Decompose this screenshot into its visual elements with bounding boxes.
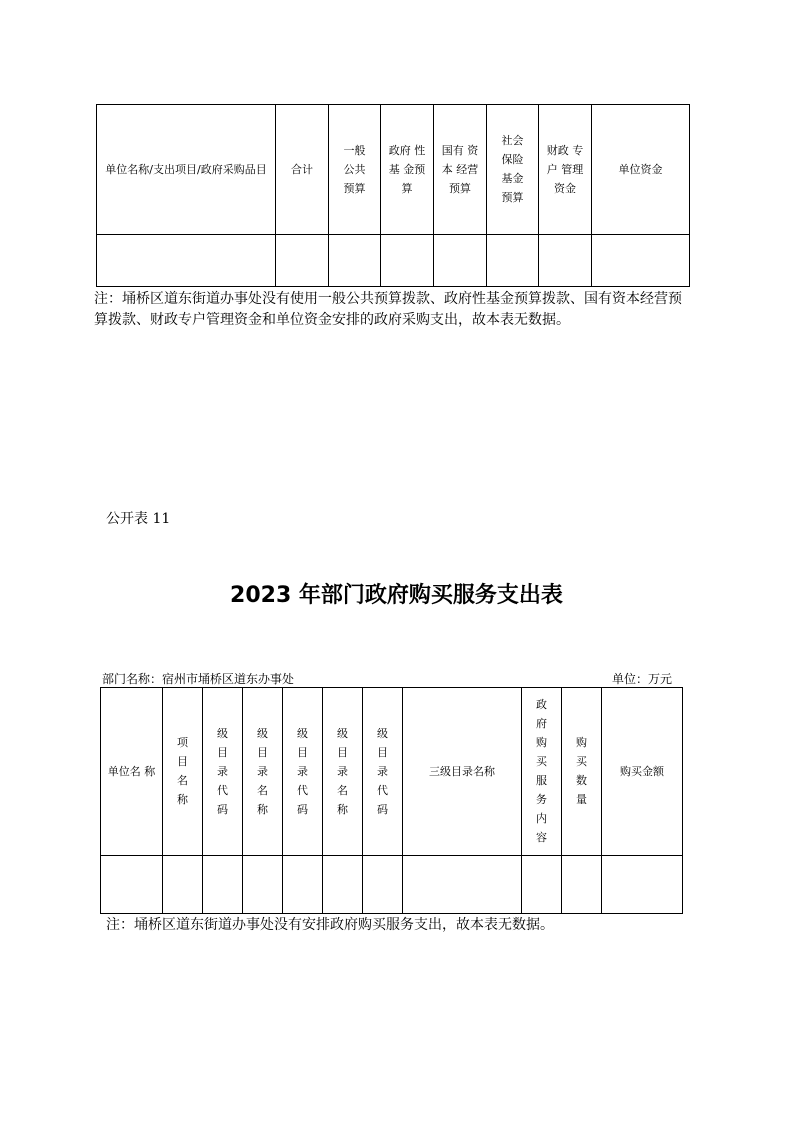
page-title: 2023 年部门政府购买服务支出表 [230, 583, 563, 608]
service-note: 注：埇桥区道东街道办事处没有安排政府购买服务支出，故本表无数据。 [106, 917, 554, 933]
header-level1-name: 级目录名称 [257, 726, 268, 816]
table-header-row [101, 688, 683, 856]
header-quantity: 购买数量 [576, 736, 587, 806]
header-general-budget: 一般公共预算 [343, 143, 366, 195]
table-row [101, 856, 683, 914]
department-label: 部门名称：宿州市埇桥区道东办事处 [102, 672, 295, 686]
header-level3-name: 三级目录名称 [403, 688, 522, 856]
header-social-insurance: 社会保险基金预算 [501, 134, 524, 204]
header-level1-code: 级目录代码 [217, 726, 228, 816]
header-unit-funds: 单位资金 [592, 105, 690, 235]
header-unit-name: 单位名称/支出项目/政府采购品目 [97, 105, 276, 235]
unit-label: 单位：万元 [612, 672, 673, 686]
header-level2-name: 级目录名称 [337, 726, 348, 816]
header-amount: 购买金额 [602, 688, 683, 856]
header-fund-budget: 政府 性基 金预算 [388, 143, 426, 195]
header-unit-name: 单位名 称 [101, 688, 163, 856]
table-label: 公开表 11 [106, 511, 171, 527]
table-header-row [97, 105, 690, 235]
header-level3-code: 级目录代码 [377, 726, 388, 816]
procurement-table [96, 104, 690, 287]
header-state-capital: 国有 资本 经营预算 [441, 143, 479, 195]
header-special-funds: 财政 专户 管理资金 [546, 143, 584, 195]
header-total: 合计 [276, 105, 329, 235]
table-row [97, 235, 690, 287]
service-purchase-table [100, 687, 683, 914]
header-service-content: 政府购买服务内容 [536, 698, 547, 844]
header-level2-code: 级目录代码 [297, 726, 308, 816]
header-project-name: 项目名称 [177, 736, 188, 806]
procurement-note: 注：埇桥区道东街道办事处没有使用一般公共预算拨款、政府性基金预算拨款、国有资本经营预算拨款、财政专户管理资金和单位资金安排的政府采购支出，故本表无数据。 [94, 291, 682, 328]
